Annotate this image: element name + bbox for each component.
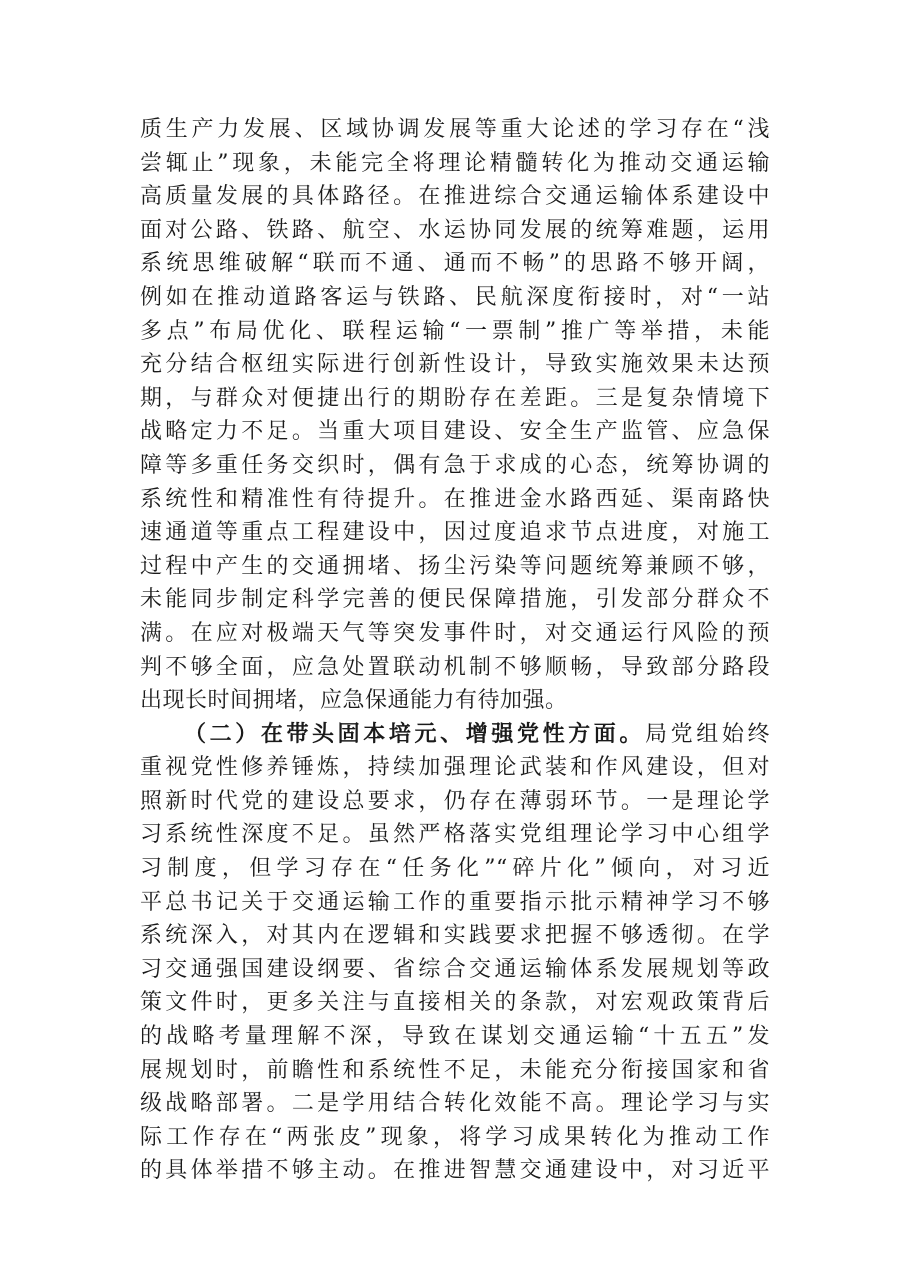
text-line: 高质量发展的具体路径。在推进综合交通运输体系建设中	[140, 184, 770, 210]
text-line: 的具体举措不够主动。在推进智慧交通建设中，对习近平	[140, 1158, 770, 1184]
text-line: 策文件时，更多关注与直接相关的条款，对宏观政策背后	[140, 990, 770, 1016]
text-line: 障等多重任务交织时，偶有急于求成的心态，统筹协调的	[140, 452, 770, 478]
text-line: 习交通强国建设纲要、省综合交通运输体系发展规划等政	[140, 956, 770, 982]
text-line: 级战略部署。二是学用结合转化效能不高。理论学习与实	[140, 1091, 770, 1117]
text-line: 展规划时，前瞻性和系统性不足，未能充分衔接国家和省	[140, 1057, 770, 1083]
paragraph-1	[140, 113, 770, 718]
text-line: 系统性和精准性有待提升。在推进金水路西延、渠南路快	[140, 486, 770, 512]
text-line: 重视党性修养锤炼，持续加强理论武装和作风建设，但对	[140, 755, 770, 781]
text-line: 期，与群众对便捷出行的期盼存在差距。三是复杂情境下	[140, 385, 770, 411]
text-line: 速通道等重点工程建设中，因过度追求节点进度，对施工	[140, 520, 770, 546]
text-line: 的战略考量理解不深，导致在谋划交通运输“十五五”发	[140, 1024, 770, 1050]
text-line: 系统思维破解“联而不通、通而不畅”的思路不够开阔，	[140, 251, 770, 277]
text-line: 出现长时间拥堵，应急保通能力有待加强。	[140, 688, 568, 714]
text-line: 满。在应对极端天气等突发事件时，对交通运行风险的预	[140, 620, 770, 646]
text-line: 过程中产生的交通拥堵、扬尘污染等问题统筹兼顾不够，	[140, 553, 770, 579]
text-line: 充分结合枢纽实际进行创新性设计，导致实施效果未达预	[140, 352, 770, 378]
text-line: 例如在推动道路客运与铁路、民航深度衔接时，对“一站	[140, 284, 770, 310]
paragraph-2	[140, 718, 770, 1188]
text-line: 面对公路、铁路、航空、水运协同发展的统筹难题，运用	[140, 217, 770, 243]
text-line: 系统深入，对其内在逻辑和实践要求把握不够透彻。在学	[140, 923, 770, 949]
text-line: 照新时代党的建设总要求，仍存在薄弱环节。一是理论学	[140, 788, 770, 814]
text-line: 未能同步制定科学完善的便民保障措施，引发部分群众不	[140, 587, 770, 613]
text-line: 质生产力发展、区域协调发展等重大论述的学习存在“浅	[140, 117, 770, 142]
section-heading-line	[140, 718, 770, 752]
heading-line-rest: 局党组始终	[645, 721, 770, 747]
text-line: 习制度，但学习存在“任务化”“碎片化”倾向，对习近	[140, 856, 770, 882]
text-line: 战略定力不足。当重大项目建设、安全生产监管、应急保	[140, 419, 770, 445]
text-line: 多点”布局优化、联程运输“一票制”推广等举措，未能	[140, 318, 770, 344]
text-line: 习系统性深度不足。虽然严格落实党组理论学习中心组学	[140, 822, 770, 848]
text-line: 判不够全面，应急处置联动机制不够顺畅，导致部分路段	[140, 654, 770, 680]
document-body	[140, 113, 770, 1188]
text-line: 尝辄止”现象，未能完全将理论精髓转化为推动交通运输	[140, 150, 770, 176]
text-line: 际工作存在“两张皮”现象，将学习成果转化为推动工作	[140, 1124, 770, 1150]
section-heading: （二）在带头固本培元、增强党性方面。	[184, 720, 646, 747]
text-line: 平总书记关于交通运输工作的重要指示批示精神学习不够	[140, 889, 770, 915]
